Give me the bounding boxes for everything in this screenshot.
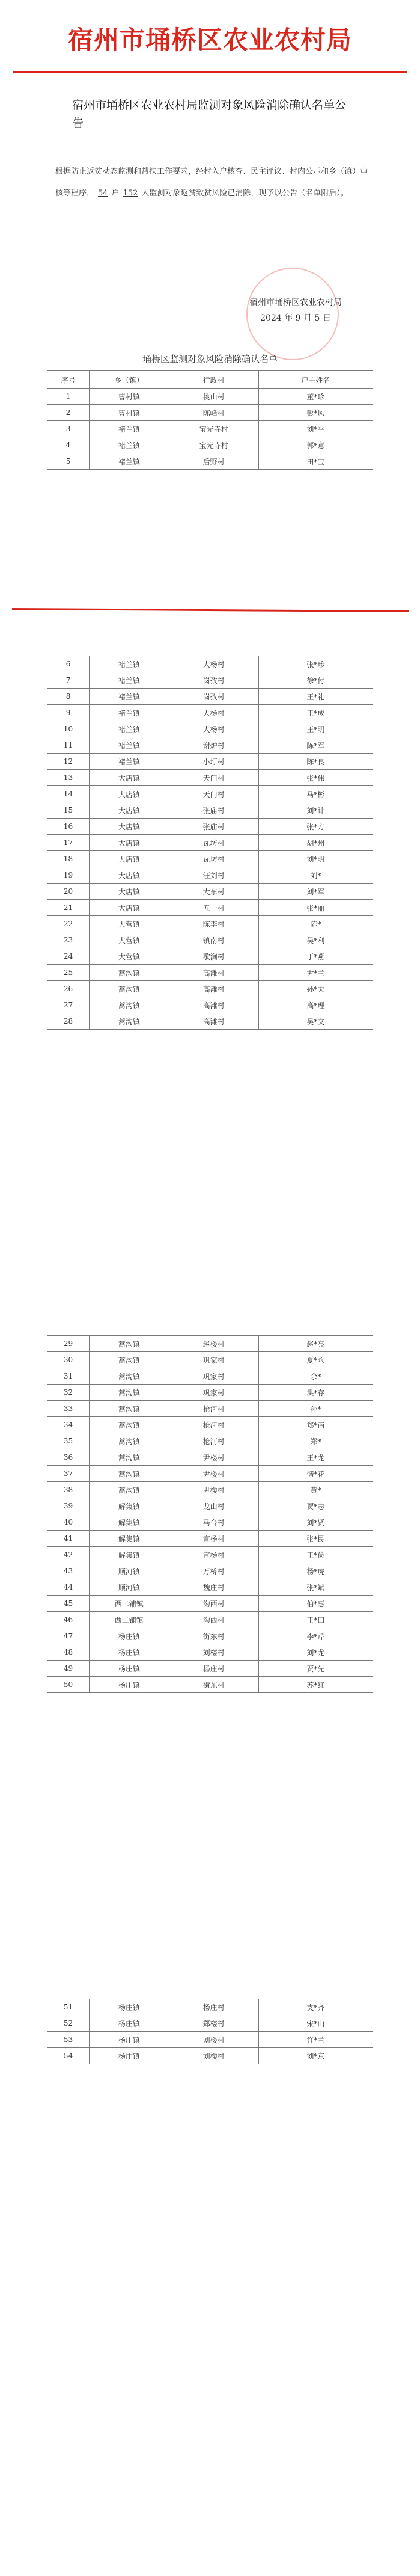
signoff-date: 2024 年 9 月 5 日 [260,313,331,323]
cell-householder: 丁*燕 [258,948,373,965]
cell-index: 14 [47,786,90,802]
cell-village: 大东村 [169,884,258,900]
cell-index: 45 [47,1596,90,1612]
cell-township: 大店镇 [90,819,169,835]
table-row [47,1563,373,1579]
cell-index: 2 [47,405,90,421]
cell-householder: 孙* [258,1401,373,1417]
cell-township: 蒿沟镇 [90,997,169,1013]
cell-township: 杨庄镇 [90,2015,169,2032]
cell-householder: 伯*惠 [258,1596,373,1612]
cell-index: 53 [47,2032,90,2048]
table-row [47,389,373,405]
cell-village: 尹楼村 [169,1466,258,1482]
notice-title: 宿州市埇桥区农业农村局监测对象风险消除确认名单公告 [72,99,347,130]
cell-index: 22 [47,916,90,932]
table-row [47,1336,373,1352]
cell-village: 高滩村 [169,981,258,997]
cell-village: 陈峰村 [169,405,258,421]
cell-village: 陈李村 [169,916,258,932]
body-text-before: 根据防止返贫动态监测和帮扶工作要求，经村入户核查、民主评议、村内公示和乡（镇）审核等程序， [55,167,368,198]
cell-householder: 刘* [258,867,373,884]
cell-householder: 刘*京 [258,2048,373,2064]
cell-index: 44 [47,1579,90,1596]
households-count: 54 [98,189,108,198]
cell-township: 蒿沟镇 [90,1352,169,1368]
table-row [47,1999,373,2015]
cell-index: 40 [47,1514,90,1531]
table-row [47,2015,373,2032]
cell-index: 36 [47,1449,90,1466]
cell-village: 沟西村 [169,1596,258,1612]
cell-householder: 陈*良 [258,754,373,770]
table-row [47,867,373,884]
table-row [47,1612,373,1628]
table-row [47,932,373,948]
cell-village: 杨庄村 [169,1661,258,1677]
cell-township: 褚兰镇 [90,453,169,470]
cell-village: 高滩村 [169,965,258,981]
cell-householder: 张*丽 [258,900,373,916]
cell-township: 褚兰镇 [90,721,169,737]
table-row [47,1579,373,1596]
cell-householder: 刘*计 [258,802,373,819]
cell-village: 大杨村 [169,656,258,672]
cell-village: 枪河村 [169,1417,258,1433]
cell-township: 杨庄镇 [90,1999,169,2015]
cell-township: 大店镇 [90,900,169,916]
table-row [47,900,373,916]
cell-township: 褚兰镇 [90,437,169,453]
cell-township: 大店镇 [90,884,169,900]
cell-township: 褚兰镇 [90,672,169,689]
cell-index: 29 [47,1336,90,1352]
cell-householder: 徐*付 [258,672,373,689]
cell-village: 汪刘村 [169,867,258,884]
cell-township: 大店镇 [90,770,169,786]
cell-householder: 苏*红 [258,1677,373,1693]
cell-index: 48 [47,1644,90,1661]
cell-householder: 宋*山 [258,2015,373,2032]
table-header-row [47,371,373,389]
cell-index: 35 [47,1433,90,1449]
cell-township: 褚兰镇 [90,754,169,770]
cell-village: 小圩村 [169,754,258,770]
cell-village: 谢炉村 [169,737,258,754]
cell-householder: 张*伟 [258,770,373,786]
cell-index: 13 [47,770,90,786]
cell-index: 39 [47,1498,90,1514]
cell-householder: 贾*志 [258,1498,373,1514]
cell-index: 37 [47,1466,90,1482]
cell-township: 蒿沟镇 [90,1417,169,1433]
notice-body [55,161,368,204]
table-row [47,689,373,705]
cell-householder: 张*斌 [258,1579,373,1596]
cell-householder: 高*理 [258,997,373,1013]
cell-householder: 刘*平 [258,421,373,437]
cell-township: 杨庄镇 [90,2048,169,2064]
table-row [47,1628,373,1644]
cell-index: 46 [47,1612,90,1628]
header-cell-township: 乡（镇） [90,371,169,389]
cell-village: 枪河村 [169,1401,258,1417]
cell-index: 12 [47,754,90,770]
signoff [236,295,356,326]
cell-householder: 田*宝 [258,453,373,470]
cell-householder: 洪*存 [258,1385,373,1401]
cell-village: 瓦坊村 [169,851,258,867]
table-row [47,1644,373,1661]
cell-village: 沟西村 [169,1612,258,1628]
cell-township: 西二铺镇 [90,1596,169,1612]
cell-index: 47 [47,1628,90,1644]
table-row [47,1547,373,1563]
table-row [47,1449,373,1466]
table-row [47,672,373,689]
table-row [47,965,373,981]
table-row [47,737,373,754]
cell-householder: 郑*南 [258,1417,373,1433]
cell-township: 曹村镇 [90,405,169,421]
table-row [47,770,373,786]
table-row [47,948,373,965]
cell-index: 31 [47,1368,90,1385]
cell-township: 西二铺镇 [90,1612,169,1628]
roster-table-part-2 [47,656,373,1030]
cell-householder: 夏*永 [258,1352,373,1368]
cell-village: 瓦坊村 [169,835,258,851]
table-row [47,1368,373,1385]
cell-householder: 张*方 [258,819,373,835]
cell-village: 魏庄村 [169,1579,258,1596]
cell-householder: 王*龙 [258,1449,373,1466]
cell-index: 7 [47,672,90,689]
cell-village: 张庙村 [169,819,258,835]
table-row [47,786,373,802]
cell-village: 尹楼村 [169,1482,258,1498]
cell-village: 宝光寺村 [169,437,258,453]
cell-householder: 黄* [258,1482,373,1498]
cell-householder: 王*礼 [258,689,373,705]
header-org-title: 宿州市埇桥区农业农村局 [67,25,352,55]
cell-index: 32 [47,1385,90,1401]
cell-householder: 吴*文 [258,1013,373,1030]
cell-householder: 尹*兰 [258,965,373,981]
cell-index: 24 [47,948,90,965]
cell-householder: 李*芹 [258,1628,373,1644]
cell-township: 解集镇 [90,1514,169,1531]
table-row [47,2048,373,2064]
cell-village: 街东村 [169,1628,258,1644]
signoff-org: 宿州市埇桥区农业农村局 [249,298,342,307]
cell-index: 42 [47,1547,90,1563]
cell-township: 大店镇 [90,867,169,884]
cell-householder: 张*珍 [258,656,373,672]
cell-township: 褚兰镇 [90,656,169,672]
cell-township: 蒿沟镇 [90,1368,169,1385]
table-row [47,721,373,737]
cell-householder: 杨*虎 [258,1563,373,1579]
table-row [47,1514,373,1531]
cell-index: 28 [47,1013,90,1030]
cell-householder: 陈* [258,916,373,932]
cell-householder: 刘*贤 [258,1514,373,1531]
cell-village: 刘楼村 [169,2032,258,2048]
cell-village: 高滩村 [169,997,258,1013]
cell-township: 蒿沟镇 [90,965,169,981]
roster-table-part-1 [47,370,373,470]
cell-index: 1 [47,389,90,405]
cell-index: 25 [47,965,90,981]
table-row [47,453,373,470]
cell-township: 蒿沟镇 [90,1401,169,1417]
table-row [47,1596,373,1612]
cell-township: 蒿沟镇 [90,1336,169,1352]
cell-index: 4 [47,437,90,453]
cell-householder: 董*珍 [258,389,373,405]
cell-township: 顺河镇 [90,1579,169,1596]
cell-village: 后野村 [169,453,258,470]
table-title: 埇桥区监测对象风险消除确认名单 [142,354,278,364]
cell-householder: 吴*利 [258,932,373,948]
cell-village: 宣杨村 [169,1531,258,1547]
cell-village: 赵楼村 [169,1336,258,1352]
cell-village: 万桥村 [169,1563,258,1579]
cell-village: 桃山村 [169,389,258,405]
cell-householder: 马*彬 [258,786,373,802]
cell-township: 顺河镇 [90,1563,169,1579]
cell-village: 宣杨村 [169,1547,258,1563]
table-row [47,819,373,835]
cell-township: 褚兰镇 [90,421,169,437]
table-row [47,1661,373,1677]
cell-village: 歇涧村 [169,948,258,965]
cell-village: 巩家村 [169,1385,258,1401]
cell-village: 巩家村 [169,1368,258,1385]
cell-township: 曹村镇 [90,389,169,405]
table-row [47,437,373,453]
cell-village: 杨庄村 [169,1999,258,2015]
cell-township: 蒿沟镇 [90,1385,169,1401]
cell-township: 解集镇 [90,1547,169,1563]
table-row [47,997,373,1013]
cell-township: 蒿沟镇 [90,1482,169,1498]
cell-township: 大营镇 [90,932,169,948]
cell-township: 褚兰镇 [90,737,169,754]
cell-township: 褚兰镇 [90,689,169,705]
table-row [47,981,373,997]
cell-township: 杨庄镇 [90,1677,169,1693]
cell-householder: 郑* [258,1433,373,1449]
cell-township: 蒿沟镇 [90,1466,169,1482]
cell-township: 大店镇 [90,786,169,802]
cell-village: 镇南村 [169,932,258,948]
table-row [47,754,373,770]
cell-householder: 贾*先 [258,1661,373,1677]
header-cell-village: 行政村 [169,371,258,389]
cell-index: 18 [47,851,90,867]
cell-index: 6 [47,656,90,672]
cell-index: 9 [47,705,90,721]
cell-householder: 许*兰 [258,2032,373,2048]
cell-index: 51 [47,1999,90,2015]
cell-index: 5 [47,453,90,470]
cell-index: 17 [47,835,90,851]
header-cell-householder: 户主姓名 [258,371,373,389]
cell-township: 大营镇 [90,948,169,965]
cell-index: 50 [47,1677,90,1693]
cell-householder: 张*民 [258,1531,373,1547]
cell-index: 21 [47,900,90,916]
cell-householder: 王*俭 [258,1547,373,1563]
cell-index: 26 [47,981,90,997]
cell-index: 23 [47,932,90,948]
cell-village: 巩家村 [169,1352,258,1368]
cell-village: 刘楼村 [169,2048,258,2064]
cell-index: 10 [47,721,90,737]
cell-index: 38 [47,1482,90,1498]
table-row [47,802,373,819]
roster-table-part-3 [47,1335,373,1693]
cell-householder: 支*齐 [258,1999,373,2015]
red-strike-line [12,608,409,612]
persons-count: 152 [123,189,138,198]
cell-index: 8 [47,689,90,705]
cell-index: 33 [47,1401,90,1417]
cell-village: 天门村 [169,786,258,802]
table-row [47,884,373,900]
cell-village: 天门村 [169,770,258,786]
table-row [47,1401,373,1417]
cell-index: 34 [47,1417,90,1433]
table-row [47,1352,373,1368]
roster-table-part-4 [47,1999,373,2064]
table-row [47,705,373,721]
table-row [47,1013,373,1030]
cell-township: 蒿沟镇 [90,1433,169,1449]
cell-householder: 刘*明 [258,851,373,867]
cell-index: 41 [47,1531,90,1547]
cell-index: 49 [47,1661,90,1677]
cell-township: 解集镇 [90,1531,169,1547]
cell-village: 高滩村 [169,1013,258,1030]
cell-village: 龙山村 [169,1498,258,1514]
cell-householder: 刘*龙 [258,1644,373,1661]
cell-index: 16 [47,819,90,835]
table-row [47,851,373,867]
cell-index: 11 [47,737,90,754]
cell-village: 马台村 [169,1514,258,1531]
cell-householder: 赵*亮 [258,1336,373,1352]
cell-township: 杨庄镇 [90,1661,169,1677]
hu-label: 户 [111,189,120,198]
cell-index: 43 [47,1563,90,1579]
header-cell-index: 序号 [47,371,90,389]
cell-index: 15 [47,802,90,819]
cell-householder: 储*花 [258,1466,373,1482]
cell-index: 27 [47,997,90,1013]
table-row [47,1466,373,1482]
cell-village: 郑楼村 [169,2015,258,2032]
cell-householder: 王*明 [258,721,373,737]
table-row [47,421,373,437]
cell-township: 解集镇 [90,1498,169,1514]
cell-township: 杨庄镇 [90,2032,169,2048]
cell-index: 52 [47,2015,90,2032]
cell-township: 蒿沟镇 [90,981,169,997]
cell-householder: 刘*军 [258,884,373,900]
cell-village: 张庙村 [169,802,258,819]
cell-householder: 陈*军 [258,737,373,754]
cell-index: 54 [47,2048,90,2064]
table-row [47,1433,373,1449]
header-rule [13,71,407,73]
cell-township: 大店镇 [90,851,169,867]
cell-householder: 余* [258,1368,373,1385]
cell-village: 尹楼村 [169,1449,258,1466]
cell-householder: 郭*意 [258,437,373,453]
cell-village: 大杨村 [169,721,258,737]
cell-village: 街东村 [169,1677,258,1693]
cell-township: 杨庄镇 [90,1644,169,1661]
cell-index: 20 [47,884,90,900]
cell-index: 30 [47,1352,90,1368]
table-row [47,1482,373,1498]
table-row [47,2032,373,2048]
cell-village: 刘楼村 [169,1644,258,1661]
table-row [47,1677,373,1693]
cell-township: 大店镇 [90,802,169,819]
table-row [47,405,373,421]
cell-index: 19 [47,867,90,884]
cell-township: 大营镇 [90,916,169,932]
cell-village: 大杨村 [169,705,258,721]
cell-village: 岗孜村 [169,672,258,689]
cell-township: 蒿沟镇 [90,1013,169,1030]
body-text-after: 人监测对象返贫致贫风险已消除，现予以公告（名单附后）。 [141,189,348,198]
cell-village: 五一村 [169,900,258,916]
cell-householder: 孙*夫 [258,981,373,997]
cell-householder: 王*田 [258,1612,373,1628]
cell-index: 3 [47,421,90,437]
table-row [47,1531,373,1547]
table-row [47,835,373,851]
table-row [47,1417,373,1433]
cell-village: 宝光寺村 [169,421,258,437]
cell-township: 大店镇 [90,835,169,851]
table-row [47,1498,373,1514]
cell-householder: 彭*风 [258,405,373,421]
table-row [47,916,373,932]
cell-householder: 胡*州 [258,835,373,851]
cell-village: 岗孜村 [169,689,258,705]
cell-householder: 王*成 [258,705,373,721]
cell-township: 蒿沟镇 [90,1449,169,1466]
cell-township: 褚兰镇 [90,705,169,721]
cell-village: 枪河村 [169,1433,258,1449]
table-row [47,1385,373,1401]
table-row [47,656,373,672]
cell-township: 杨庄镇 [90,1628,169,1644]
